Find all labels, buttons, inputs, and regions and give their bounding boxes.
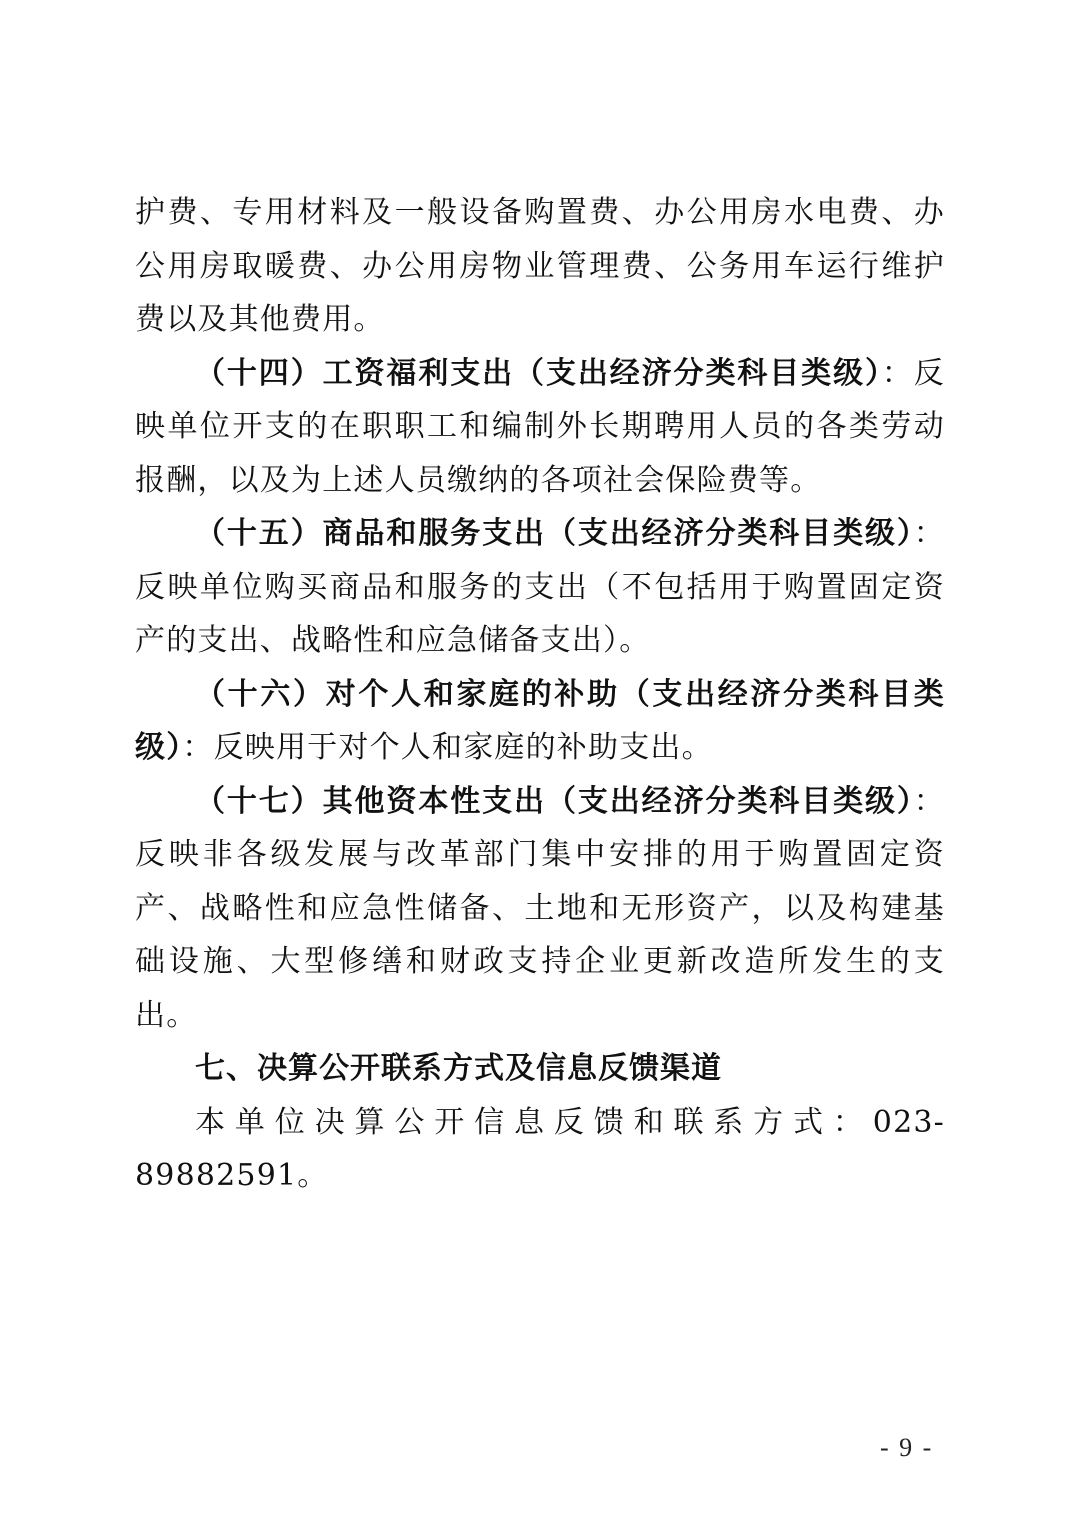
- paragraph-label: （十六）对个人和家庭的补助（支出经济分类科目类级）: [135, 676, 945, 765]
- paragraph-continuation: [135, 186, 945, 347]
- contact-line: 本单位决算公开信息反馈和联系方式：023-89882591。: [135, 1104, 945, 1193]
- paragraph-item-17: [135, 775, 945, 1043]
- paragraph-label: （十四）工资福利支出（支出经济分类科目类级）: [195, 355, 882, 391]
- paragraph-text: ：反映用于对个人和家庭的补助支出。: [182, 730, 713, 765]
- paragraph-item-14: [135, 347, 945, 508]
- paragraph-text: ：反映单位购买商品和服务的支出（不包括用于购置固定资产的支出、战略性和应急储备支出）。: [135, 516, 945, 658]
- document-body: [135, 186, 945, 1203]
- paragraph-label: （十五）商品和服务支出（支出经济分类科目类级）: [195, 516, 914, 551]
- page-number: - 9 -: [880, 1433, 934, 1462]
- paragraph-label: （十七）其他资本性支出（支出经济分类科目类级）: [195, 783, 914, 819]
- paragraph-item-16: [135, 668, 945, 775]
- paragraph-item-15: [135, 507, 945, 668]
- paragraph-text: 护费、专用材料及一般设备购置费、办公用房水电费、办公用房取暖费、办公用房物业管理费、公务用车运行维护费以及其他费用。: [135, 195, 945, 337]
- paragraph-text: ：反映非各级发展与改革部门集中安排的用于购置固定资产、战略性和应急性储备、土地和无形资产，以及构建基础设施、大型修缮和财政支持企业更新改造所发生的支出。: [135, 783, 945, 1033]
- section-heading: 七、决算公开联系方式及信息反馈渠道: [195, 1051, 722, 1086]
- paragraph-text: ：反映单位开支的在职职工和编制外长期聘用人员的各类劳动报酬，以及为上述人员缴纳的各项社会保险费等。: [135, 355, 945, 498]
